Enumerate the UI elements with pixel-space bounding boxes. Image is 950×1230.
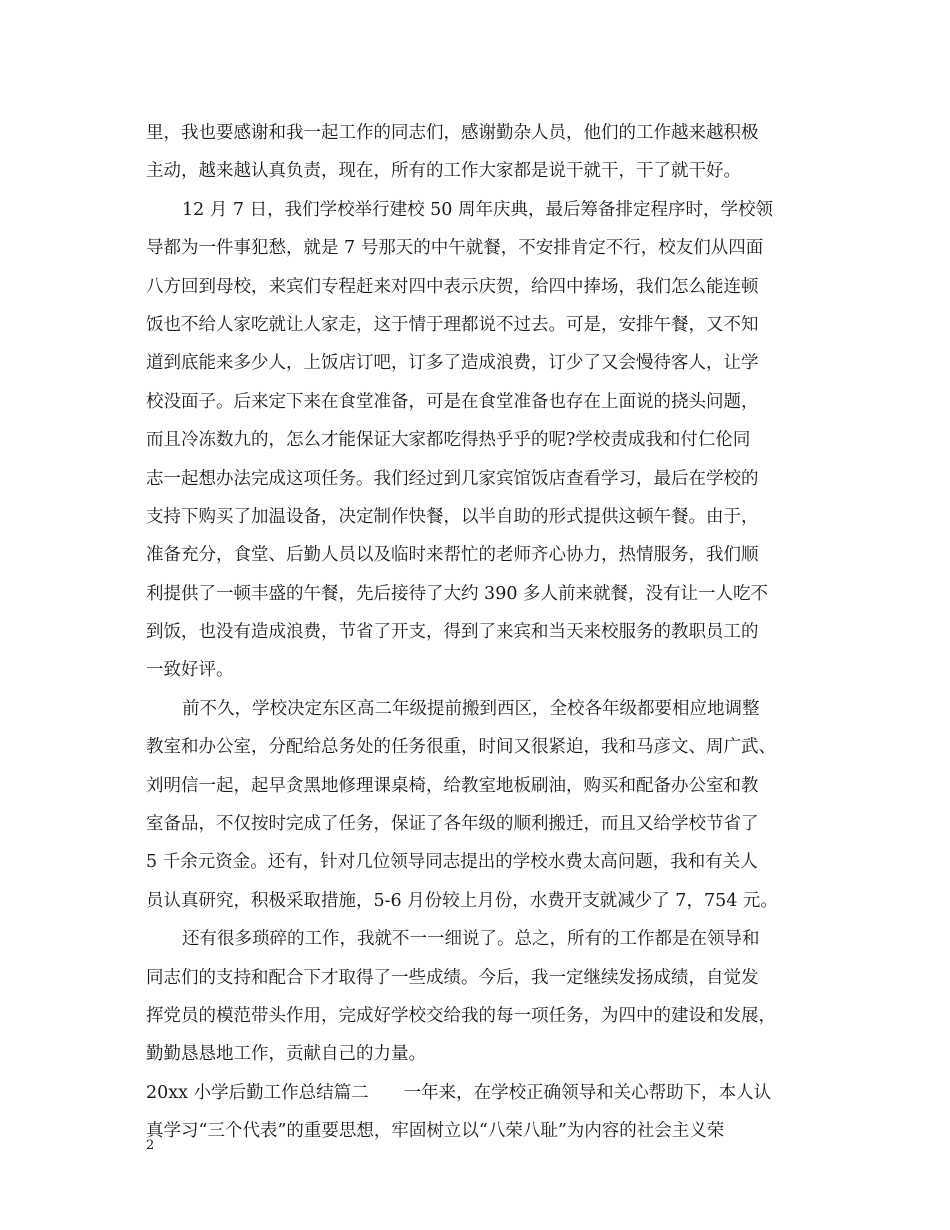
text-line: 一致好评。 — [146, 660, 234, 681]
page-number: 2 — [146, 1138, 155, 1153]
text-line: 校没面子。后来定下来在食堂准备，可是在食堂准备也存在上面说的挠头问题， — [146, 391, 759, 412]
text-line: 支持下购买了加温设备，决定制作快餐，以半自助的形式提供这顿午餐。由于， — [146, 506, 759, 527]
text-line: 12 月 7 日，我们学校举行建校 50 周年庆典，最后筹备排定程序时，学校领 — [182, 199, 773, 220]
text-line: 勤勤恳恳地工作，贡献自己的力量。 — [146, 1044, 426, 1065]
text-line: 挥党员的模范带头作用，完成好学校交给我的每一项任务，为四中的建设和发展， — [146, 1005, 776, 1026]
text-line: 导都为一件事犯愁，就是 7 号那天的中午就餐，不安排肯定不行，校友们从四面 — [146, 238, 764, 259]
text-line: 5 千余元资金。还有，针对几位领导同志提出的学校水费太高问题，我和有关人 — [146, 852, 758, 873]
text-line: 志一起想办法完成这项任务。我们经过到几家宾馆饭店查看学习，最后在学校的 — [146, 468, 759, 489]
text-line: 20xx 小学后勤工作总结篇二 一年来，在学校正确领导和关心帮助下，本人认 — [146, 1082, 772, 1103]
text-line: 刘明信一起，起早贪黑地修理课桌椅，给教室地板刷油，购买和配备办公室和教 — [146, 775, 759, 796]
text-line: 同志们的支持和配合下才取得了一些成绩。今后，我一定继续发扬成绩，自觉发 — [146, 967, 759, 988]
text-line: 利提供了一顿丰盛的午餐，先后接待了大约 390 多人前来就餐，没有让一人吃不 — [146, 583, 769, 604]
text-line: 道到底能来多少人，上饭店订吧，订多了造成浪费，订少了又会慢待客人，让学 — [146, 353, 759, 374]
text-line: 八方回到母校，来宾们专程赶来对四中表示庆贺，给四中捧场，我们怎么能连顿 — [146, 276, 759, 297]
text-line: 真学习“三个代表”的重要思想，牢固树立以“八荣八耻”为内容的社会主义荣 — [146, 1121, 725, 1142]
text-line: 教室和办公室，分配给总务处的任务很重，时间又很紧迫，我和马彦文、周广武、 — [146, 737, 776, 758]
text-line: 还有很多琐碎的工作，我就不一一细说了。总之，所有的工作都是在领导和 — [182, 929, 760, 950]
body-text — [146, 114, 816, 1151]
text-line: 员认真研究，积极采取措施，5-6 月份较上月份，水费开支就减少了 7，754 元。 — [146, 890, 778, 911]
text-line: 而且冷冻数九的，怎么才能保证大家都吃得热乎乎的呢?学校责成我和付仁伦同 — [146, 430, 751, 451]
text-line: 室备品，不仅按时完成了任务，保证了各年级的顺利搬迁，而且又给学校节省了 — [146, 814, 759, 835]
text-line: 里，我也要感谢和我一起工作的同志们，感谢勤杂人员，他们的工作越来越积极 — [146, 123, 759, 143]
text-line: 前不久，学校决定东区高二年级提前搬到西区，全校各年级都要相应地调整 — [182, 698, 760, 719]
text-line: 到饭，也没有造成浪费，节省了开支，得到了来宾和当天来校服务的教职员工的 — [146, 622, 759, 643]
text-line: 主动，越来越认真负责，现在，所有的工作大家都是说干就干，干了就干好。 — [146, 161, 741, 182]
text-line: 饭也不给人家吃就让人家走，这于情于理都说不过去。可是，安排午餐，又不知 — [146, 314, 759, 335]
text-line: 准备充分，食堂、后勤人员以及临时来帮忙的老师齐心协力，热情服务，我们顺 — [146, 545, 759, 566]
